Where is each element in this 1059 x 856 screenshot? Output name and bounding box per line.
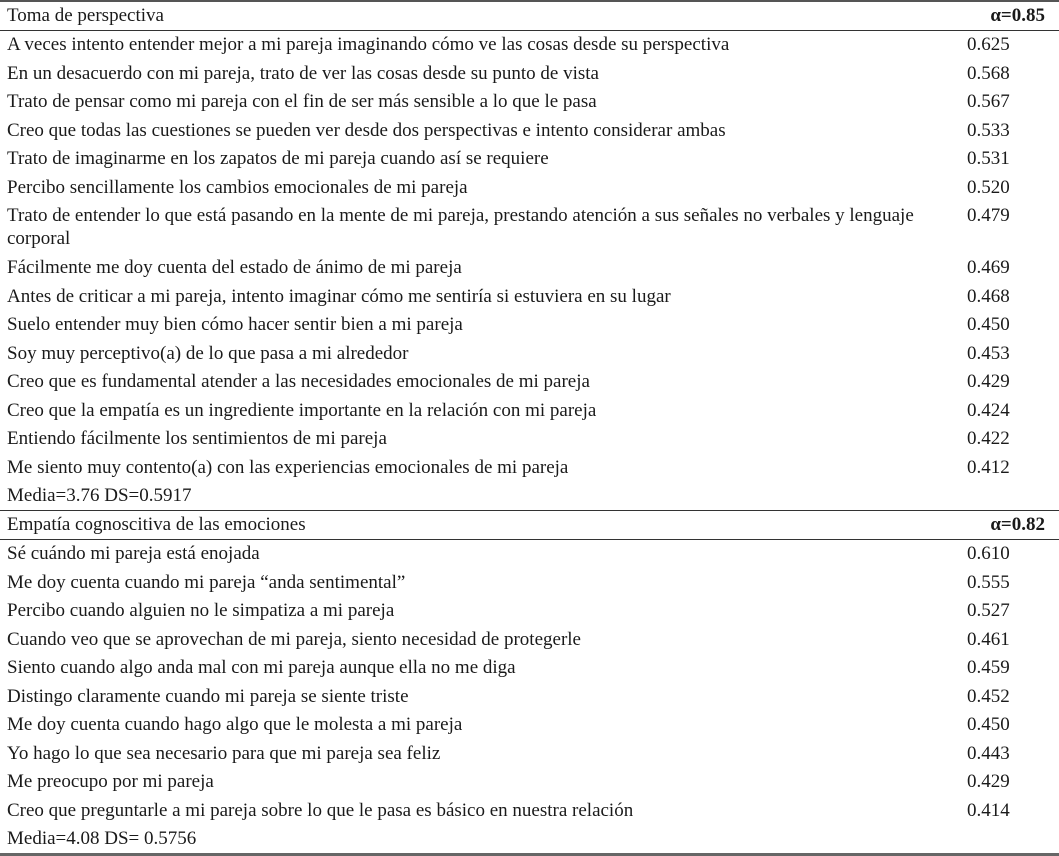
item-text: Sé cuándo mi pareja está enojada [7, 543, 260, 564]
item-text: Yo hago lo que sea necesario para que mi pareja sea feliz [7, 742, 441, 764]
item-text: Trato de imaginarme en los zapatos de mi pareja cuando así se requiere [7, 148, 549, 169]
section-stats-row [0, 825, 1059, 853]
item-text: A veces intento entender mejor a mi pareja imaginando cómo ve las cosas desde su perspectiva [7, 34, 730, 55]
table-row [0, 626, 1059, 655]
item-text: Creo que la empatía es un ingrediente importante en la relación con mi pareja [7, 399, 597, 421]
section-stats-row [0, 482, 1059, 510]
item-loading: 0.450 [967, 714, 1010, 735]
item-loading: 0.568 [967, 62, 1010, 84]
table-row [0, 740, 1059, 769]
table-row [0, 254, 1059, 283]
section-stats: Media=4.08 DS= 0.5756 [7, 828, 197, 849]
item-loading: 0.443 [967, 742, 1010, 764]
item-loading: 0.567 [967, 91, 1010, 112]
section-stats: Media=3.76 DS=0.5917 [7, 485, 192, 506]
item-text: Creo que preguntarle a mi pareja sobre lo que le pasa es básico en nuestra relación [7, 799, 634, 821]
item-text: Percibo cuando alguien no le simpatiza a mi pareja [7, 600, 395, 621]
item-loading: 0.414 [967, 799, 1010, 821]
item-text: Trato de pensar como mi pareja con el fin de ser más sensible a lo que le pasa [7, 91, 597, 112]
item-loading: 0.625 [967, 34, 1010, 55]
section-title: Empatía cognoscitiva de las emociones [7, 514, 306, 535]
table-row [0, 397, 1059, 426]
table-row [0, 425, 1059, 454]
item-loading: 0.531 [967, 148, 1010, 169]
item-text: En un desacuerdo con mi pareja, trato de ver las cosas desde su punto de vista [7, 62, 599, 84]
item-loading: 0.429 [967, 771, 1010, 792]
item-text: Distingo claramente cuando mi pareja se siente triste [7, 685, 409, 707]
item-text: Fácilmente me doy cuenta del estado de ánimo de mi pareja [7, 257, 462, 278]
table-row [0, 540, 1059, 569]
table-row [0, 283, 1059, 312]
item-text: Me doy cuenta cuando hago algo que le molesta a mi pareja [7, 714, 463, 735]
table-row [0, 654, 1059, 683]
table-row [0, 145, 1059, 174]
item-loading: 0.533 [967, 119, 1010, 141]
table-row [0, 60, 1059, 89]
item-loading: 0.450 [967, 314, 1010, 335]
item-text: Me siento muy contento(a) con las experiencias emocionales de mi pareja [7, 456, 569, 478]
item-loading: 0.412 [967, 456, 1010, 478]
table-row [0, 202, 1059, 254]
item-text: Creo que todas las cuestiones se pueden ver desde dos perspectivas e intento considerar ambas [7, 119, 726, 141]
item-loading: 0.468 [967, 285, 1010, 307]
item-text: Antes de criticar a mi pareja, intento imaginar cómo me sentiría si estuviera en su lugar [7, 285, 671, 307]
table-row [0, 340, 1059, 369]
table-row [0, 454, 1059, 483]
section-header [0, 511, 1059, 539]
table-row [0, 88, 1059, 117]
item-loading: 0.452 [967, 685, 1010, 707]
table-row [0, 768, 1059, 797]
item-loading: 0.461 [967, 628, 1010, 650]
item-loading: 0.429 [967, 371, 1010, 392]
table-row [0, 711, 1059, 740]
item-loading: 0.610 [967, 543, 1010, 564]
item-loading: 0.555 [967, 571, 1010, 593]
item-text: Suelo entender muy bien cómo hacer sentir bien a mi pareja [7, 314, 463, 335]
item-text: Me doy cuenta cuando mi pareja “anda sentimental” [7, 571, 406, 593]
item-text: Percibo sencillamente los cambios emocionales de mi pareja [7, 176, 468, 198]
section-title: Toma de perspectiva [7, 5, 164, 26]
item-loading: 0.520 [967, 176, 1010, 198]
item-loading: 0.479 [967, 205, 1010, 226]
table-row [0, 597, 1059, 626]
item-text: Cuando veo que se aprovechan de mi pareja, siento necesidad de protegerle [7, 628, 581, 650]
item-text: Creo que es fundamental atender a las necesidades emocionales de mi pareja [7, 371, 590, 392]
section-alpha: α=0.82 [990, 514, 1045, 535]
table-row [0, 31, 1059, 60]
item-loading: 0.469 [967, 257, 1010, 278]
item-loading: 0.422 [967, 428, 1010, 449]
table-row [0, 368, 1059, 397]
section-alpha: α=0.85 [990, 5, 1045, 26]
table-row [0, 683, 1059, 712]
table-row [0, 174, 1059, 203]
item-text: Siento cuando algo anda mal con mi pareja aunque ella no me diga [7, 657, 516, 678]
item-text: Entiendo fácilmente los sentimientos de mi pareja [7, 428, 387, 449]
table-row [0, 117, 1059, 146]
item-loading: 0.459 [967, 657, 1010, 678]
table-row [0, 797, 1059, 826]
section-header [0, 2, 1059, 30]
item-loading: 0.527 [967, 600, 1010, 621]
table-row [0, 311, 1059, 340]
item-loading: 0.424 [967, 399, 1010, 421]
item-text: Soy muy perceptivo(a) de lo que pasa a mi alrededor [7, 342, 409, 364]
table-row [0, 569, 1059, 598]
item-loading: 0.453 [967, 342, 1010, 364]
item-text: Trato de entender lo que está pasando en la mente de mi pareja, prestando atención a sus señales no verbales y lenguaje corporal [7, 205, 914, 249]
item-text: Me preocupo por mi pareja [7, 771, 214, 792]
